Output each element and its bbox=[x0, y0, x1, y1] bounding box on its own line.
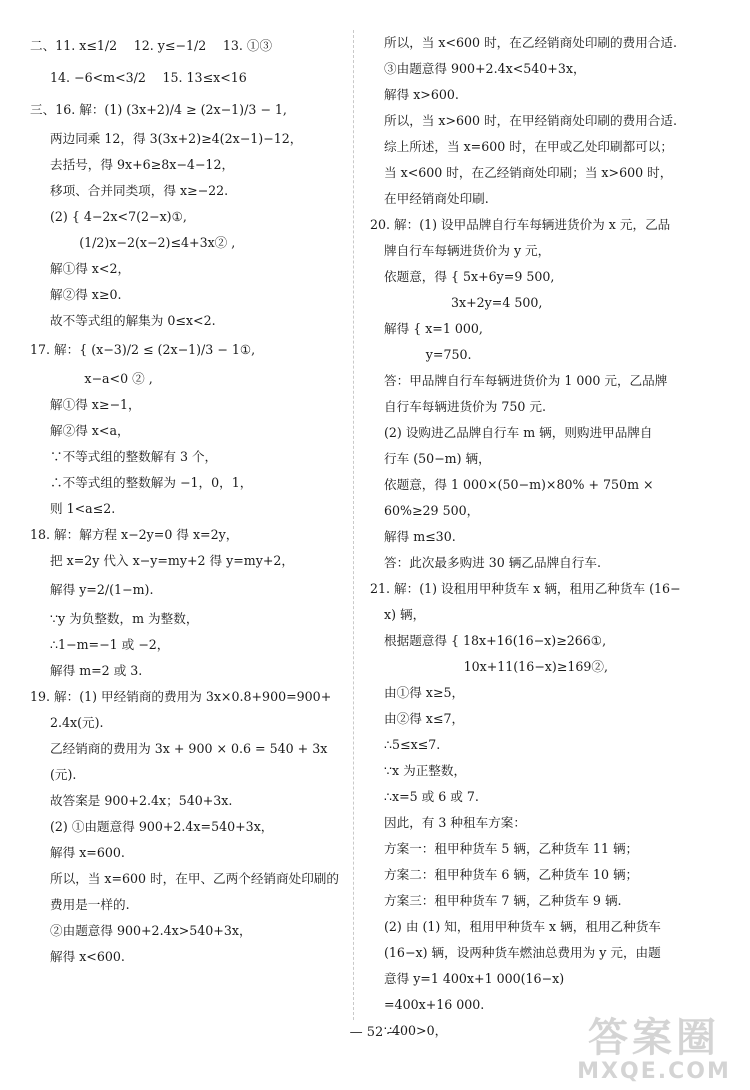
page-number: — 52 — bbox=[349, 1025, 401, 1040]
text-line: 答：此次最多购进 30 辆乙品牌自行车. bbox=[384, 555, 601, 570]
text-line: 依题意，得 1 000×(50−m)×80% + 750m × bbox=[384, 477, 654, 492]
text-line: 方案一：租甲种货车 5 辆，乙种货车 11 辆； bbox=[384, 841, 639, 856]
text-line: 故答案是 900+2.4x；540+3x. bbox=[50, 793, 233, 808]
text-line: 故不等式组的解集为 0≤x<2. bbox=[50, 313, 216, 328]
text-line: 去括号，得 9x+6≥8x−4−12， bbox=[50, 157, 235, 172]
text-line: 解②得 x≥0. bbox=[50, 287, 122, 302]
text-line: (2) 由 (1) 知，租用甲种货车 x 辆，租用乙种货车 bbox=[384, 919, 661, 934]
text-line: 20. 解：(1) 设甲品牌自行车每辆进货价为 x 元，乙品 bbox=[370, 217, 671, 232]
text-line: y=750. bbox=[384, 347, 472, 362]
text-line: x) 辆， bbox=[384, 607, 426, 622]
text-line: 解得 y=2/(1−m). bbox=[50, 582, 154, 597]
text-line: ∴1−m=−1 或 −2， bbox=[50, 637, 170, 652]
text-line: 解②得 x<a， bbox=[50, 423, 130, 438]
left-column bbox=[30, 30, 350, 970]
right-column bbox=[370, 30, 718, 1044]
text-line: ∴x=5 或 6 或 7. bbox=[384, 789, 479, 804]
text-line: 60%≥29 500， bbox=[384, 503, 480, 518]
text-line: 所以，当 x=600 时，在甲、乙两个经销商处印刷的 bbox=[50, 871, 339, 886]
text-line: 依题意，得 { 5x+6y=9 500, bbox=[384, 269, 555, 284]
text-line: (2) 设购进乙品牌自行车 m 辆，则购进甲品牌自 bbox=[384, 425, 653, 440]
text-line: 综上所述，当 x=600 时，在甲或乙处印刷都可以； bbox=[384, 139, 673, 154]
text-line: 三、16. 解：(1) (3x+2)/4 ≥ (2x−1)/3 − 1, bbox=[30, 102, 287, 117]
text-line: 当 x<600 时，在乙经销商处印刷；当 x>600 时， bbox=[384, 165, 673, 180]
text-line: 根据题意得 { 18x+16(16−x)≥266①, bbox=[384, 633, 607, 648]
text-line: 解得 x=600. bbox=[50, 845, 125, 860]
text-line: 二、11. x≤1/2 12. y≤−1/2 13. ①③ bbox=[30, 38, 273, 53]
watermark-sub: MXQE.COM bbox=[577, 1059, 731, 1084]
text-line: 解①得 x≥−1， bbox=[50, 397, 141, 412]
text-line: 14. −6<m<3/2 15. 13≤x<16 bbox=[50, 70, 247, 85]
text-line: 意得 y=1 400x+1 000(16−x) bbox=[384, 971, 565, 986]
text-line: 17. 解：{ (x−3)/2 ≤ (2x−1)/3 − 1①, bbox=[30, 342, 256, 357]
text-line: 解得 { x=1 000, bbox=[384, 321, 483, 336]
text-line: (2) ①由题意得 900+2.4x=540+3x， bbox=[50, 819, 274, 834]
text-line: ∵x 为正整数， bbox=[384, 763, 467, 778]
column-divider bbox=[353, 30, 354, 1020]
text-line: 所以，当 x<600 时，在乙经销商处印刷的费用合适. bbox=[384, 35, 677, 50]
text-line: ②由题意得 900+2.4x>540+3x， bbox=[50, 923, 252, 938]
text-line: =400x+16 000. bbox=[384, 997, 485, 1012]
text-line: 所以，当 x>600 时，在甲经销商处印刷的费用合适. bbox=[384, 113, 677, 128]
text-line: (2) { 4−2x<7(2−x)①, bbox=[50, 209, 187, 224]
watermark-logo bbox=[564, 1016, 744, 1084]
text-line: 则 1<a≤2. bbox=[50, 501, 116, 516]
text-line: 由②得 x≤7， bbox=[384, 711, 465, 726]
text-line: 移项、合并同类项，得 x≥−22. bbox=[50, 183, 229, 198]
text-line: ∵不等式组的整数解有 3 个， bbox=[50, 449, 218, 464]
text-line: 答：甲品牌自行车每辆进货价为 1 000 元，乙品牌 bbox=[384, 373, 668, 388]
text-line: 方案二：租甲种货车 6 辆，乙种货车 10 辆； bbox=[384, 867, 639, 882]
text-line: 解得 x<600. bbox=[50, 949, 125, 964]
text-line: 方案三：租甲种货车 7 辆，乙种货车 9 辆. bbox=[384, 893, 622, 908]
text-line: 18. 解：解方程 x−2y=0 得 x=2y， bbox=[30, 527, 239, 542]
text-line: 解得 x>600. bbox=[384, 87, 459, 102]
text-line: 10x+11(16−x)≥169②, bbox=[384, 659, 608, 674]
text-line: 把 x=2y 代入 x−y=my+2 得 y=my+2， bbox=[50, 553, 294, 568]
text-line: 乙经销商的费用为 3x + 900 × 0.6 = 540 + 3x bbox=[50, 741, 328, 756]
text-line: 费用是一样的. bbox=[50, 897, 130, 912]
text-line: (1/2)x−2(x−2)≤4+3x② , bbox=[50, 235, 236, 250]
text-line: 两边同乘 12，得 3(3x+2)≥4(2x−1)−12， bbox=[50, 131, 303, 146]
text-line: 解得 m≤30. bbox=[384, 529, 456, 544]
text-line: (16−x) 辆，设两种货车燃油总费用为 y 元，由题 bbox=[384, 945, 661, 960]
text-line: 因此，有 3 种租车方案： bbox=[384, 815, 526, 830]
text-line: ③由题意得 900+2.4x<540+3x， bbox=[384, 61, 586, 76]
text-line: 2.4x(元). bbox=[50, 715, 104, 730]
text-line: ∴5≤x≤7. bbox=[384, 737, 441, 752]
text-line: (元). bbox=[50, 767, 77, 782]
text-line: 行车 (50−m) 辆， bbox=[384, 451, 491, 466]
text-line: x−a<0 ② , bbox=[30, 371, 153, 386]
text-line: ∵y 为负整数，m 为整数， bbox=[50, 611, 199, 626]
text-line: 由①得 x≥5， bbox=[384, 685, 465, 700]
text-line: 21. 解：(1) 设租用甲种货车 x 辆，租用乙种货车 (16− bbox=[370, 581, 681, 596]
text-line: ∴不等式组的整数解为 −1，0，1， bbox=[50, 475, 253, 490]
text-line: ∵400>0， bbox=[384, 1023, 448, 1038]
watermark-main: 答案圈 bbox=[588, 1015, 720, 1061]
text-line: 自行车每辆进货价为 750 元. bbox=[384, 399, 546, 414]
text-line: 牌自行车每辆进货价为 y 元， bbox=[384, 243, 551, 258]
text-line: 解得 m=2 或 3. bbox=[50, 663, 143, 678]
text-line: 在甲经销商处印刷. bbox=[384, 191, 489, 206]
text-line: 3x+2y=4 500, bbox=[384, 295, 543, 310]
text-line: 解①得 x<2， bbox=[50, 261, 131, 276]
text-line: 19. 解：(1) 甲经销商的费用为 3x×0.8+900=900+ bbox=[30, 689, 332, 704]
